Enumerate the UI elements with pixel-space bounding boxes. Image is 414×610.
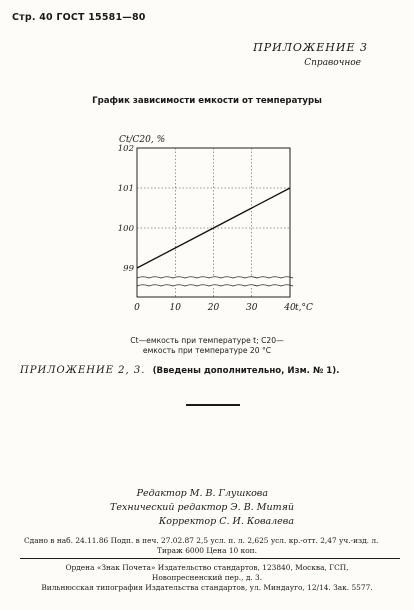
x-tick-label: 30 xyxy=(246,303,258,313)
amendment-note xyxy=(20,365,339,376)
footer-rule xyxy=(20,558,400,559)
chart-caption-line2: емкость при температуре 20 °С xyxy=(142,346,272,355)
imprint-line1: Сдано в наб. 24.11.86 Подп. в печ. 27.02.87 2,5 усл. п. л. 2,625 усл. кр.-отт. 2,47 уч.-изд. л. xyxy=(24,536,379,545)
x-tick-label: 20 xyxy=(207,303,220,313)
amendment-appendix-ref: ПРИЛОЖЕНИЕ 2, 3. xyxy=(20,365,146,376)
imprint-line2: Тираж 6000 Цена 10 коп. xyxy=(157,546,257,555)
separator-rule xyxy=(186,404,240,406)
appendix-title: ПРИЛОЖЕНИЕ 3 xyxy=(253,41,368,54)
corrector-credit: Корректор С. И. Ковалева xyxy=(158,516,294,527)
publisher-line3: Вильнюсская типография Издательства стандартов, ул. Миндауго, 12/14. Зак. 5577. xyxy=(41,583,373,592)
x-tick-label: 40 xyxy=(284,303,296,313)
publisher-line1: Ордена «Знак Почета» Издательство стандартов, 123840, Москва, ГСП, xyxy=(65,563,349,572)
y-tick-label: 101 xyxy=(117,184,134,194)
y-tick-label: 102 xyxy=(117,144,134,154)
x-tick-label: 10 xyxy=(169,303,181,313)
y-axis-label: Ct/C20, % xyxy=(119,135,166,145)
publisher-line2: Новопресненский пер., д. 3. xyxy=(151,573,263,582)
y-tick-label: 99 xyxy=(123,264,134,274)
y-tick-label: 100 xyxy=(117,224,134,234)
chart-title: График зависимости емкости от температуры xyxy=(92,96,322,106)
editor-credit: Редактор М. В. Глушкова xyxy=(136,488,268,499)
appendix-subtitle: Справочное xyxy=(304,58,361,68)
x-axis-label: t,°C xyxy=(295,303,313,313)
x-tick-label: 0 xyxy=(134,303,140,313)
amendment-text: (Введены дополнительно, Изм. № 1). xyxy=(152,366,340,376)
chart-caption-line1: Ct—емкость при температуре t; C20— xyxy=(130,336,284,345)
tech-editor-credit: Технический редактор Э. В. Митяй xyxy=(110,502,294,513)
page-header: Стр. 40 ГОСТ 15581—80 xyxy=(12,12,146,23)
